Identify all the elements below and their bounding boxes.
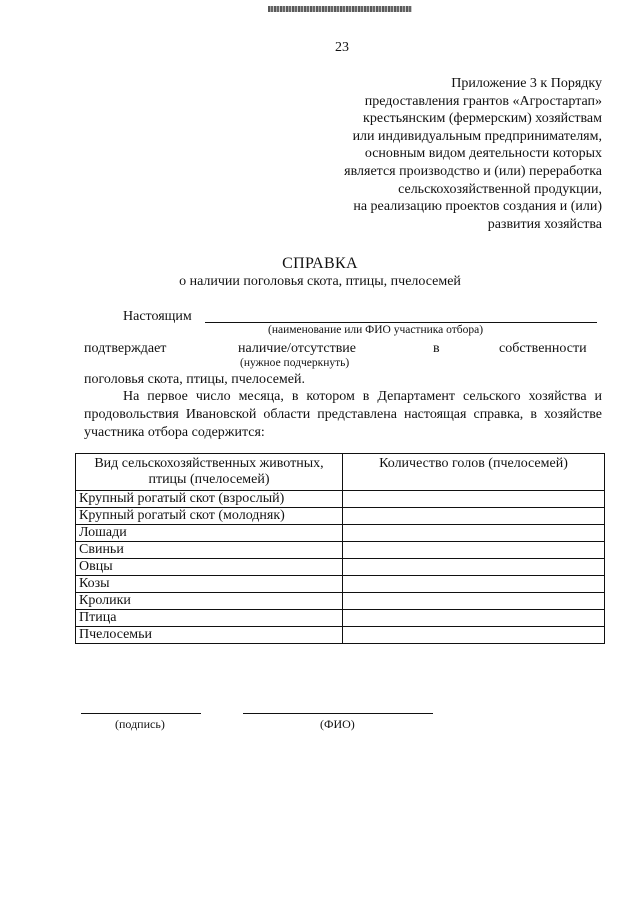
row-count[interactable]: [343, 610, 605, 627]
row-count[interactable]: [343, 508, 605, 525]
row-kind: Кролики: [76, 593, 343, 610]
row-kind: Птица: [76, 610, 343, 627]
participant-name-field[interactable]: [205, 322, 597, 323]
livestock-table: [75, 453, 605, 644]
appendix-line: предоставления грантов «Агростартап»: [364, 93, 602, 109]
appendix-line: или индивидуальным предпринимателям,: [352, 128, 602, 144]
row-count[interactable]: [343, 627, 605, 644]
row-count[interactable]: [343, 491, 605, 508]
page-number: 23: [335, 40, 349, 55]
table-header-row: [76, 454, 605, 491]
row-kind: Крупный рогатый скот (молодняк): [76, 508, 343, 525]
signature-field[interactable]: [81, 713, 201, 714]
row-kind: Лошади: [76, 525, 343, 542]
appendix-line: является производство и (или) переработка: [344, 163, 602, 179]
table-row: [76, 559, 605, 576]
signature-label: (подпись): [115, 717, 165, 731]
row-count[interactable]: [343, 525, 605, 542]
in-word: в: [433, 341, 440, 356]
row-kind: Козы: [76, 576, 343, 593]
appendix-header: [344, 75, 602, 233]
document-title: СПРАВКА: [282, 255, 358, 272]
row-count[interactable]: [343, 542, 605, 559]
row-kind: Свиньи: [76, 542, 343, 559]
row-kind: Крупный рогатый скот (взрослый): [76, 491, 343, 508]
row-kind: Пчелосемьи: [76, 627, 343, 644]
table-row: [76, 508, 605, 525]
row-count[interactable]: [343, 593, 605, 610]
presence-option[interactable]: наличие/отсутствие: [238, 341, 357, 356]
table-row: [76, 542, 605, 559]
table-row: [76, 593, 605, 610]
document-subtitle: о наличии поголовья скота, птицы, пчелосемей: [179, 274, 461, 289]
scan-artifact: [268, 6, 412, 12]
body-paragraph: На первое число месяца, в котором в Департамент сельского хозяйства и продовольствия Ивановской области представлена настоящая справка, в хозяйстве участника отбора содержится:: [84, 389, 602, 440]
fio-label: (ФИО): [320, 717, 355, 731]
ownership-word: собственности: [499, 341, 587, 356]
appendix-line: развития хозяйства: [487, 216, 602, 232]
table-row: [76, 627, 605, 644]
livestock-line: поголовья скота, птицы, пчелосемей.: [84, 372, 305, 387]
appendix-line: основным видом деятельности которых: [364, 146, 602, 162]
header-count: Количество голов (пчелосемей): [343, 454, 605, 491]
table-row: [76, 525, 605, 542]
row-count[interactable]: [343, 559, 605, 576]
appendix-line: сельскохозяйственной продукции,: [398, 181, 602, 197]
row-count[interactable]: [343, 576, 605, 593]
appendix-line: на реализацию проектов создания и (или): [353, 199, 602, 215]
underline-hint: (нужное подчеркнуть): [240, 357, 350, 369]
header-kind: Вид сельскохозяйственных животных, птицы (пчелосемей): [76, 454, 343, 491]
participant-name-hint: (наименование или ФИО участника отбора): [268, 324, 484, 336]
table-row: [76, 491, 605, 508]
confirms-word: подтверждает: [84, 341, 167, 356]
appendix-line: крестьянским (фермерским) хозяйствам: [363, 111, 602, 127]
appendix-line: Приложение 3 к Порядку: [451, 76, 602, 91]
fio-field[interactable]: [243, 713, 433, 714]
row-kind: Овцы: [76, 559, 343, 576]
nastoyashchim-label: Настоящим: [123, 309, 192, 324]
table-row: [76, 610, 605, 627]
table-row: [76, 576, 605, 593]
